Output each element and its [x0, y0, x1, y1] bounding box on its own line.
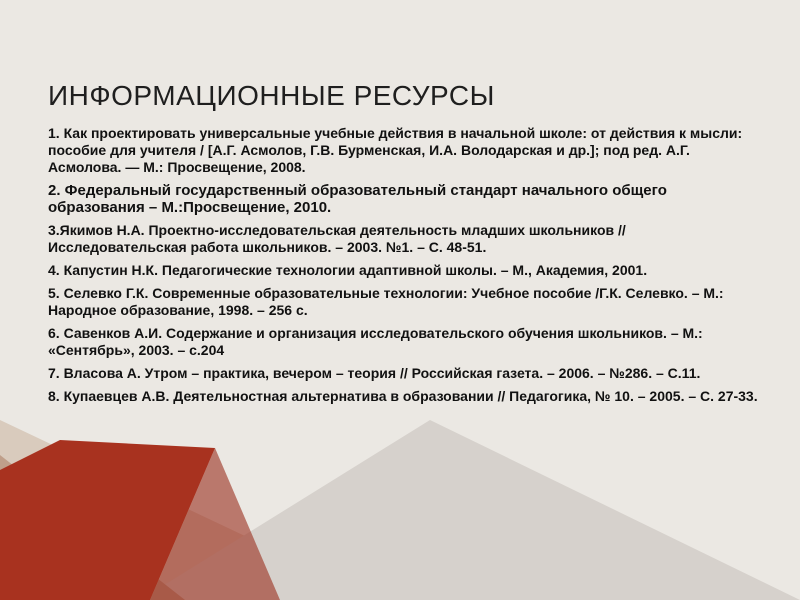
- reference-item-4: 4. Капустин Н.К. Педагогические технологии адаптивной школы. – М., Академия, 2001.: [48, 262, 648, 278]
- reference-item-3: 3.Якимов Н.А. Проектно-исследовательская деятельность младших школьников // Исследовательская работа школьников. – 2003. №1. – С. 48-51.: [48, 222, 626, 255]
- slide-title: ИНФОРМАЦИОННЫЕ РЕСУРСЫ: [48, 80, 495, 111]
- reference-item-1: 1. Как проектировать универсальные учебные действия в начальной школе: от действия к мысли: пособие для учителя / [А.Г. Асмолов, Г.В. Бурменская, И.А. Володарская и др.]; под ред. А.Г. Асмолова. — М.: Просвещение, 2008.: [48, 125, 743, 175]
- reference-item-7: 7. Власова А. Утром – практика, вечером – теория // Российская газета. – 2006. – №286. – С.11.: [48, 365, 701, 381]
- reference-item-2: 2. Федеральный государственный образовательный стандарт начального общего образования – М.:Просвещение, 2010.: [48, 182, 667, 216]
- reference-item-6: 6. Савенков А.И. Содержание и организация исследовательского обучения школьников. – М.: «Сентябрь», 2003. – с.204: [48, 325, 703, 358]
- references-list: [48, 125, 760, 411]
- reference-item-5: 5. Селевко Г.К. Современные образовательные технологии: Учебное пособие /Г.К. Селевко. – М.: Народное образование, 1998. – 256 с.: [48, 285, 724, 318]
- reference-item-8: 8. Купаевцев А.В. Деятельностная альтернатива в образовании // Педагогика, № 10. – 2005. – С. 27-33.: [48, 388, 758, 404]
